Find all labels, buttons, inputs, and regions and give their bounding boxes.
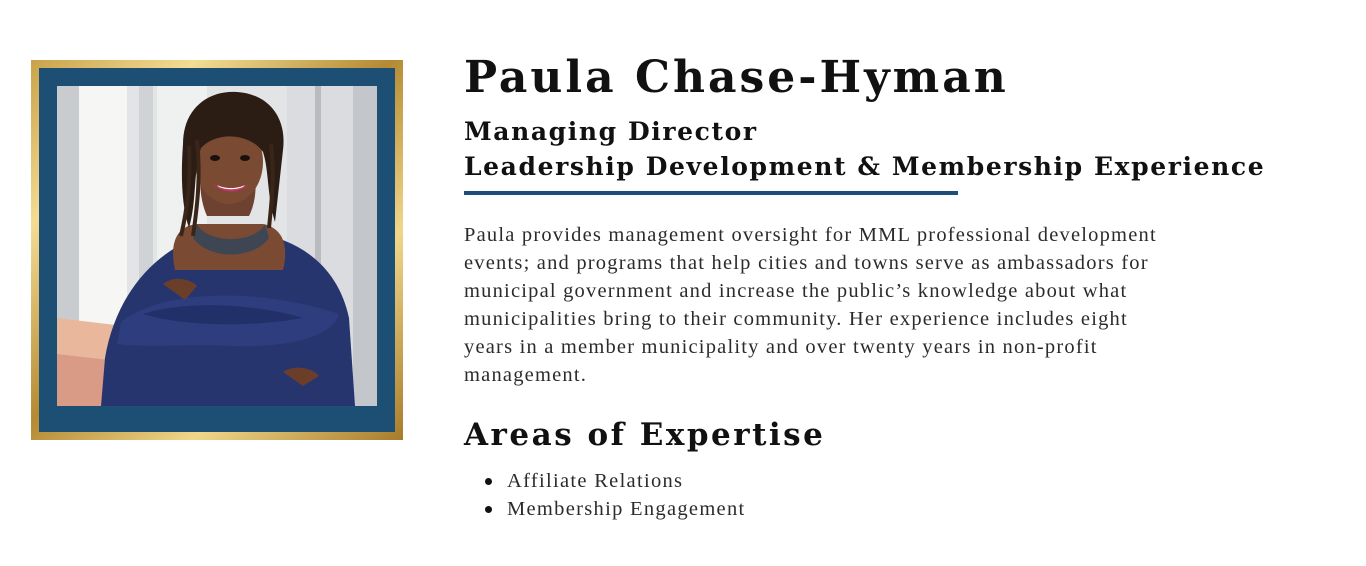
profile-photo-frame xyxy=(31,60,403,440)
profile-content xyxy=(464,52,1349,523)
expertise-list xyxy=(464,467,1349,523)
bio-line: Paula provides management oversight for MML professional development xyxy=(464,224,1157,246)
bio-line: municipal government and increase the public’s knowledge about what xyxy=(464,280,1128,302)
bio-line: years in a member municipality and over twenty years in non-profit xyxy=(464,336,1098,358)
portrait-illustration xyxy=(57,86,377,406)
profile-name: Paula Chase-Hyman xyxy=(464,52,1009,103)
bio-line: events; and programs that help cities and towns serve as ambassadors for xyxy=(464,252,1149,274)
bio-line: municipalities bring to their community. Her experience includes eight xyxy=(464,308,1128,330)
profile-title xyxy=(464,114,1349,184)
bio-line: management. xyxy=(464,364,588,386)
expertise-heading: Areas of Expertise xyxy=(464,417,826,453)
profile-photo xyxy=(57,86,377,406)
title-line-managing-director: Managing Director xyxy=(464,117,758,146)
title-line-department: Leadership Development & Membership Experience xyxy=(464,152,1266,181)
expertise-item-membership-engagement: Membership Engagement xyxy=(507,495,1349,523)
title-divider xyxy=(464,191,958,195)
profile-bio xyxy=(464,221,1349,389)
expertise-item-affiliate-relations: Affiliate Relations xyxy=(507,467,1349,495)
photo-mat xyxy=(39,68,395,432)
